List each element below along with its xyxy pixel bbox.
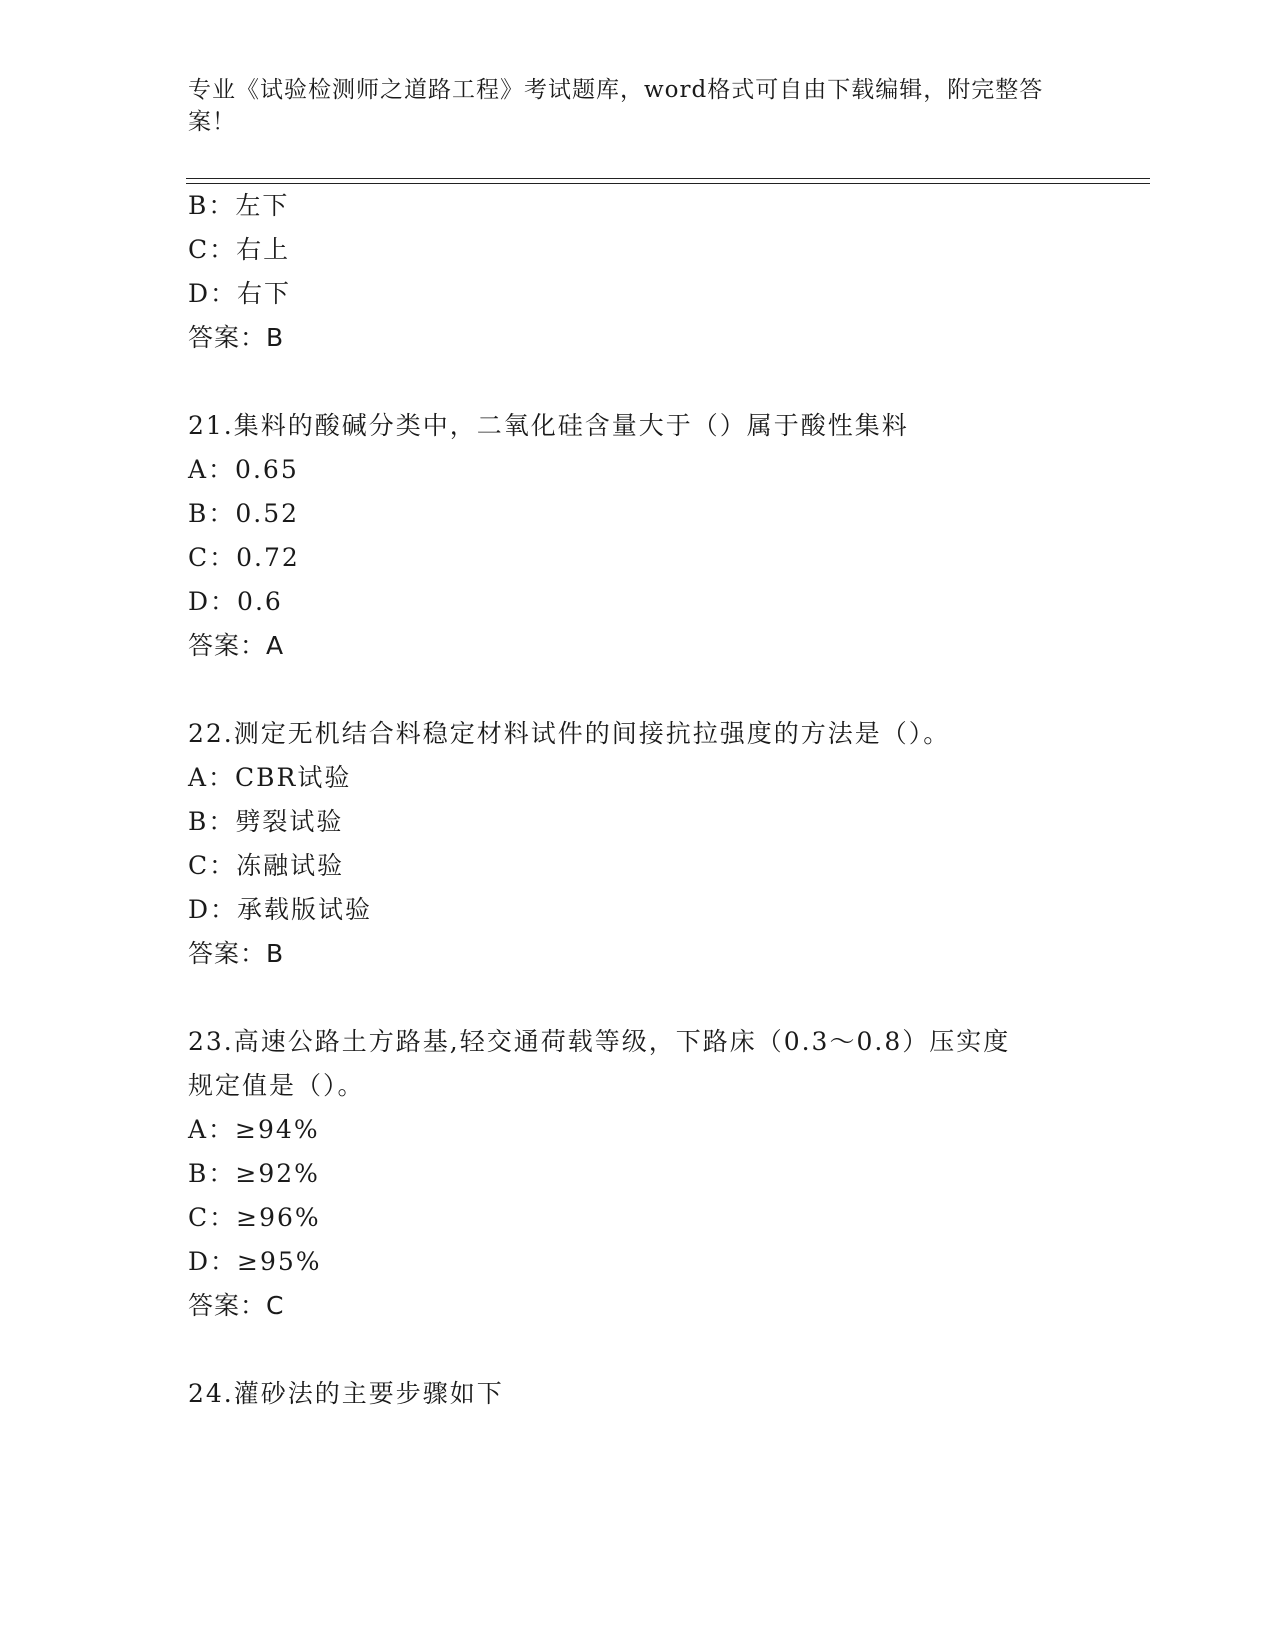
question-stem: 23.高速公路土方路基,轻交通荷载等级，下路床（0.3～0.8）压实度: [188, 1027, 1011, 1056]
option-a: A：0.65: [188, 455, 299, 484]
answer-line: 答案：A: [188, 631, 285, 660]
question-stem: 21.集料的酸碱分类中，二氧化硅含量大于（）属于酸性集料: [188, 411, 909, 440]
option-a: A：CBR试验: [188, 763, 352, 792]
header-divider-bottom: [186, 183, 1150, 184]
answer-line: 答案：B: [188, 323, 285, 352]
option-d: D：0.6: [188, 587, 283, 616]
option-b: B：≥92%: [188, 1159, 320, 1188]
answer-line: 答案：C: [188, 1291, 285, 1320]
question-stem: 22.测定无机结合料稳定材料试件的间接抗拉强度的方法是（）。: [188, 719, 951, 748]
option-b: B：劈裂试验: [188, 807, 344, 836]
option-c: C：0.72: [188, 543, 300, 572]
option-b: B：左下: [188, 191, 290, 220]
option-d: D：右下: [188, 279, 292, 308]
question-stem: 24.灌砂法的主要步骤如下: [188, 1379, 504, 1408]
option-d: D：承载版试验: [188, 895, 373, 924]
option-d: D：≥95%: [188, 1247, 322, 1276]
option-a: A：≥94%: [188, 1115, 320, 1144]
option-c: C：≥96%: [188, 1203, 321, 1232]
header-divider-top: [186, 178, 1150, 179]
option-c: C：右上: [188, 235, 291, 264]
answer-line: 答案：B: [188, 939, 285, 968]
option-b: B：0.52: [188, 499, 300, 528]
question-stem-continued: 规定值是（）。: [188, 1071, 365, 1100]
document-header-title: 专业《试验检测师之道路工程》考试题库，word格式可自由下载编辑，附完整答案！: [188, 77, 1044, 135]
option-c: C：冻融试验: [188, 851, 345, 880]
